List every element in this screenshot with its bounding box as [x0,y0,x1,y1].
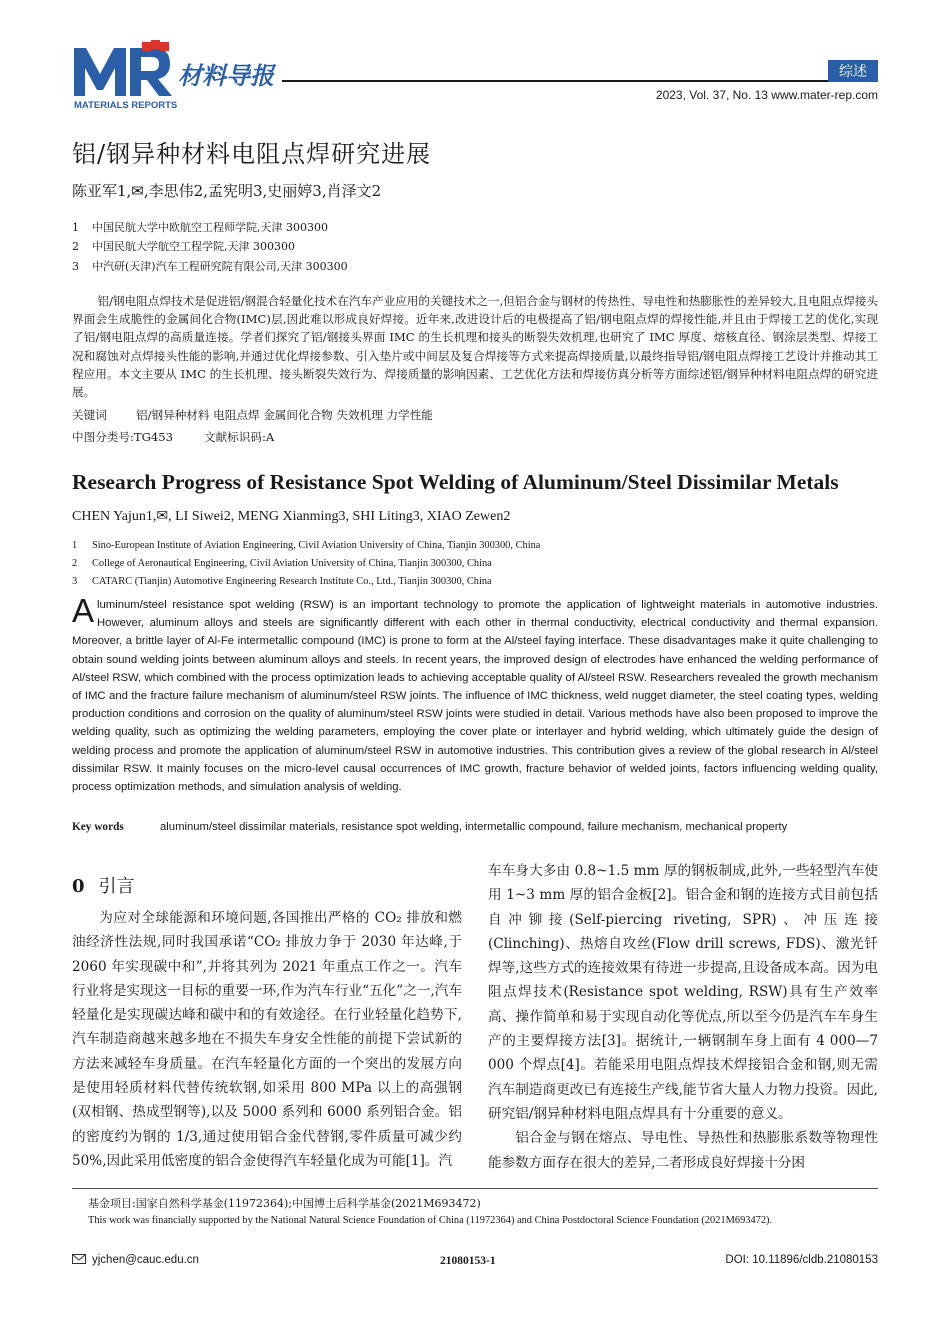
body-left-column: 为应对全球能源和环境问题,各国推出严格的 CO₂ 排放和燃油经济性法规,同时我国承诺“CO₂ 排放力争于 2030 年达峰,于 2060 年实现碳中和”,并将其列为 2021 年重点工作之一。汽车行业将是实现这一目标的重要一环,作为汽车行业“五化”之一,汽车轻量化是实现碳达峰和碳中和的有效途径。在行业轻量化趋势下,汽车制造商越来越多地在不损失车身安全性能的前提下尝试新的方法来减轻车身质量。在汽车轻量化方面的一个突出的发展方向是使用轻质材料代替传统软钢,如采用 800 MPa 以上的高强钢(双相钢、热成型钢等),以及 5000 系列和 6000 系列铝合金。铝的密度约为钢的 1/3,通过使用铝合金代替钢,零件质量可减少约 50%,因此采用低密度的铝合金使得汽车轻量化成为可能[1]。汽 [72,910,462,1169]
abstract-dropcap: A [72,592,95,629]
en-abstract-text: luminum/steel resistance spot welding (RSW) is an important technology to promote the application of lightweight materials in automotive industries. However, aluminum alloys and steels are significantly different with each other in thermal conductivity, electrical conductivity and thermal expansion. Moreover, a brittle layer of Al-Fe intermetallic compound (IMC) is prone to form at the Al/steel faying interface. These disadvantages make it quite challenging to obtain sound welding joints between aluminum alloys and steels. In recent years, the improved design of electrodes have enhanced the welding performance of Al/steel RSW, which combined with the process optimization leads to achieving acceptable quality of Al/steel RSW. Researchers revealed the growth mechanism of IMC and the fracture failure mechanism of aluminum/steel RSW joints. The influence of IMC thickness, weld nugget diameter, the steel coating types, welding production conditions and corrosion on the quality of aluminum/steel RSW joints were studied in detail. Various methods have also been proposed to improve the welding quality, such as optimizing the welding parameters, employing the cover plate or interlayer and hybrid welding, which ultimately guide the design of welding process and promote the application of aluminum/steel RSW in automotive industries. This contribution gives a review of the global research in Al/steel dissimilar RSW. It mainly focuses on the micro-level causal occurrences of IMC growth, fracture behavior of welded joints, factors influencing welding quality, process optimization methods, and simulation analysis of welding. [72,599,878,794]
section-title: 引言 [98,876,135,897]
fund-en: This work was financially supported by the National Natural Science Foundation of China (11972364) and China Postdoctoral Science Foundation (2021M693472). [88,1215,773,1226]
clc-number: 中图分类号:TG453 [72,430,173,444]
en-title: Research Progress of Resistance Spot Welding of Aluminum/Steel Dissimilar Metals [72,470,839,494]
cn-title: 铝/钢异种材料电阻点焊研究进展 [72,140,432,168]
doi[interactable]: DOI: 10.11896/cldb.21080153 [725,1254,878,1266]
cn-affiliation: 3 中汽研(天津)汽车工程研究院有限公司,天津 300300 [72,260,348,273]
email-text[interactable]: yjchen@cauc.edu.cn [92,1254,199,1266]
cn-classification [72,429,274,445]
en-affiliation: 2 College of Aeronautical Engineering, Civil Aviation University of China, Tianjin 300300, China [72,558,492,569]
cn-affiliation: 2 中国民航大学航空工程学院,天津 300300 [72,240,295,253]
journal-logo [72,40,302,110]
envelope-icon [72,1254,86,1264]
page-code: 21080153-1 [440,1255,496,1267]
cn-authors: 陈亚军1,✉,李思伟2,孟宪明3,史丽婷3,肖泽文2 [72,182,382,200]
cn-keywords-text: 铝/钢异种材料 电阻点焊 金属间化合物 失效机理 力学性能 [136,408,433,422]
en-authors: CHEN Yajun1,✉, LI Siwei2, MENG Xianming3, SHI Liting3, XIAO Zewen2 [72,509,511,524]
en-keywords [72,821,787,833]
en-keywords-label: Key words [72,821,124,833]
fund-cn: 基金项目:国家自然科学基金(11972364);中国博士后科学基金(2021M693472) [88,1197,481,1210]
section-tag: 综述 [828,60,878,82]
footnote-rule [72,1188,878,1189]
cn-keywords [72,407,433,423]
cn-affiliation: 1 中国民航大学中欧航空工程师学院,天津 300300 [72,221,328,234]
cn-abstract: 铝/钢电阻点焊技术是促进铝/钢混合轻量化技术在汽车产业应用的关键技术之一,但铝合金与钢材的传热性、导电性和热膨胀性的差异较大,且电阻点焊接头界面会生成脆性的金属间化合物(IMC)层,因此难以形成良好焊接。近年来,改进设计后的电极提高了铝/钢电阻点焊的焊接性能,并且由于焊接工艺的优化,实现了铝/钢电阻点焊的高质量连接。学者们探究了铝/钢接头界面 IMC 的生长机理和接头的断裂失效机理,也研究了 IMC 厚度、熔核直径、钢涂层类型、焊接工况和腐蚀对点焊接头性能的影响,并通过优化焊接参数、引入垫片或中间层及复合焊接等方式来提高焊接质量,以最终指导铝/钢电阻点焊接工艺设计并推动其工程应用。本文主要从 IMC 的生长机理、接头断裂失效行为、焊接质量的影响因素、工艺优化方法和焊接仿真分析等方面综述铝/钢异种材料电阻点焊的研究进展。 [72,294,878,400]
section-heading [72,872,135,898]
cn-keywords-label: 关键词 [72,408,107,422]
body-paragraph: 车车身大多由 0.8~1.5 mm 厚的钢板制成,此外,一些轻型汽车使用 1~3 mm 厚的铝合金板[2]。铝合金和钢的连接方式目前包括自冲铆接(Self-piercing riveting, SPR)、冲压连接(Clinching)、热熔自攻丝(Flow drill screws, FDS)、激光钎焊等,这些方式的连接效果有待进一步提高,且设备成本高。因为电阻点焊技术(Resistance spot welding, RSW)具有生产效率高、操作简单和易于实现自动化等优点,所以至今仍是汽车车身生产的主要焊接方法[3]。据统计,一辆钢制车身上面有 4 000—7 000 个焊点[4]。若能采用电阻点焊技术焊接铝合金和钢,则无需汽车制造商更改已有连接生产线,能节省大量人力物力投资。因此,研究铝/钢异种材料电阻点焊具有十分重要的意义。 [488,863,878,1122]
logo-en-text: MATERIALS REPORTS [74,100,178,110]
en-affiliation: 1 Sino-European Institute of Aviation Engineering, Civil Aviation University of China, Tianjin 300300, China [72,540,541,551]
body-paragraph: 铝合金与钢在熔点、导电性、导热性和热膨胀系数等物理性能参数方面存在很大的差异,二者形成良好焊接十分困 [488,1130,878,1171]
section-number: 0 [72,876,85,897]
en-abstract [72,592,878,796]
doc-code: 文献标识码:A [204,430,275,444]
en-keywords-text: aluminum/steel dissimilar materials, resistance spot welding, intermetallic compound, failure mechanism, mechanical property [160,821,788,833]
en-affiliation: 3 CATARC (Tianjin) Automotive Engineering Research Institute Co., Ltd., Tianjin 300300, China [72,576,492,587]
logo-cn-text: 材料导报 [178,61,274,90]
corresponding-email[interactable] [72,1254,199,1266]
issue-line: 2023, Vol. 37, No. 13 www.mater-rep.com [655,88,878,102]
header-rule [282,80,878,82]
body-right-column [488,859,878,1175]
